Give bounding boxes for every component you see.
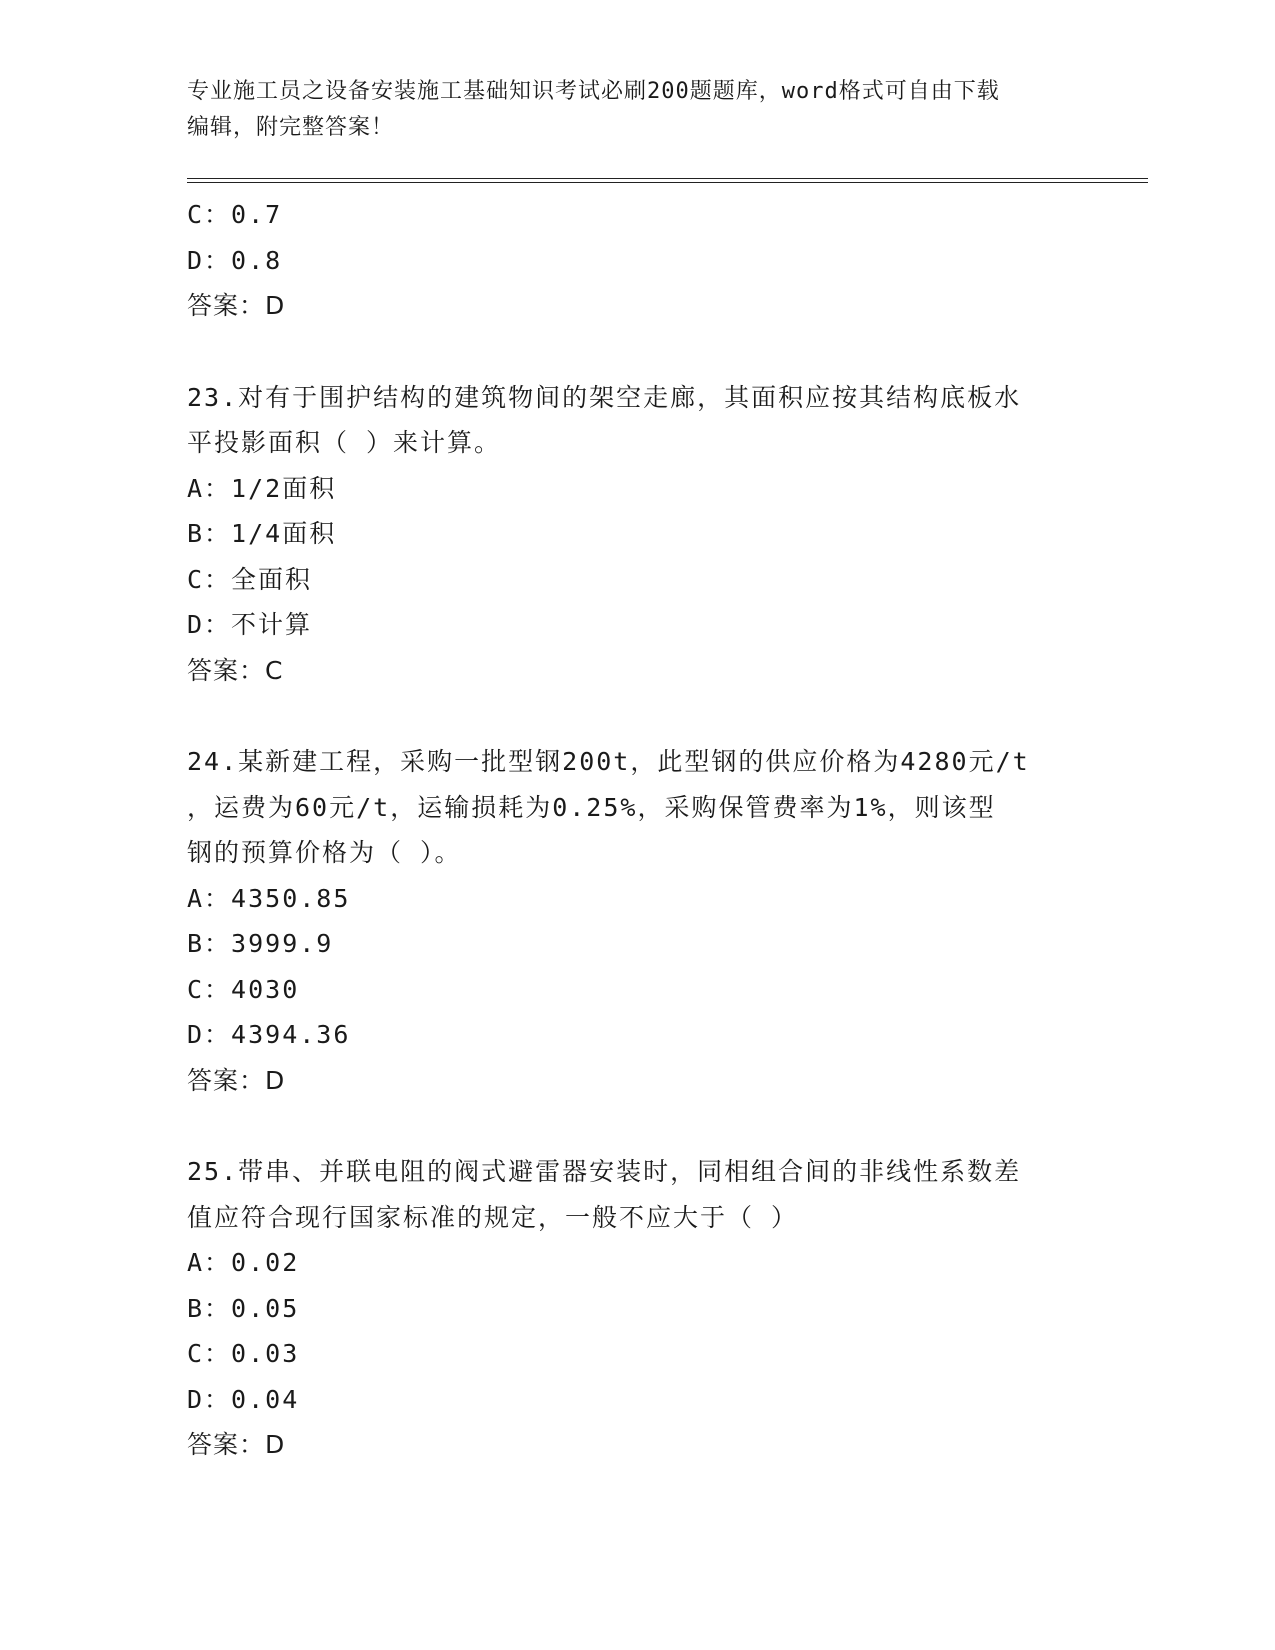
spacer [187,1103,1087,1149]
header-title-line-2: 编辑，附完整答案！ [187,115,395,140]
option-d: D：0.8 [187,245,283,275]
option-b: B：1/4面积 [187,519,337,548]
previous-question-tail [187,192,1087,329]
answer: 答案：D [187,1065,286,1095]
header-title-line-1: 专业施工员之设备安装施工基础知识考试必刷200题题库，word格式可自由下载 [187,79,1000,104]
answer: 答案：D [187,291,286,320]
option-c: C：全面积 [187,564,313,594]
question-24 [187,739,1087,1103]
question-text-line: 钢的预算价格为（ ）。 [187,838,462,867]
option-c: C：0.7 [187,200,283,229]
question-text-line: 25.带串、并联电阻的阀式避雷器安装时，同相组合间的非线性系数差 [187,1157,1022,1186]
option-a: A：1/2面积 [187,473,337,503]
question-text-line: 平投影面积（ ）来计算。 [187,428,502,457]
document-header [187,74,1087,146]
option-d: D：不计算 [187,610,313,639]
option-c: C：0.03 [187,1339,300,1368]
answer: 答案：C [187,655,284,685]
option-a: A：0.02 [187,1248,300,1277]
spacer [187,693,1087,739]
option-c: C：4030 [187,974,300,1004]
question-text-line: 值应符合现行国家标准的规定，一般不应大于（ ） [187,1202,799,1232]
question-text-line: 23.对有于围护结构的建筑物间的架空走廊，其面积应按其结构底板水 [187,382,1022,412]
option-d: D：4394.36 [187,1020,351,1049]
question-text-line: 24.某新建工程，采购一批型钢200t，此型钢的供应价格为4280元/t [187,747,1030,776]
spacer [187,329,1087,375]
document-body [187,192,1087,1468]
answer: 答案：D [187,1430,286,1459]
question-text-line: ，运费为60元/t，运输损耗为0.25%，采购保管费率为1%，则该型 [187,792,996,822]
header-rule-top [187,178,1148,179]
question-25 [187,1149,1087,1468]
header-rule-bottom [187,182,1148,183]
question-23 [187,375,1087,694]
option-b: B：3999.9 [187,929,334,958]
option-b: B：0.05 [187,1293,300,1323]
option-d: D：0.04 [187,1384,300,1414]
option-a: A：4350.85 [187,883,351,913]
